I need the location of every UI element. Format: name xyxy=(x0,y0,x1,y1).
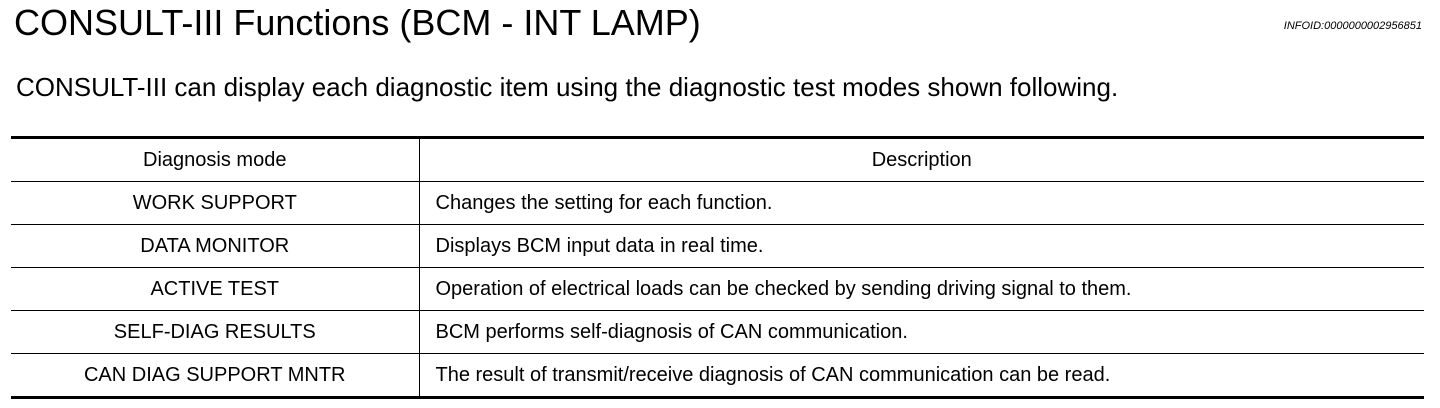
table-row xyxy=(11,354,1424,398)
table-row xyxy=(11,311,1424,354)
description-cell: Changes the setting for each function. xyxy=(419,182,1424,225)
diagnosis-mode-table xyxy=(11,136,1424,399)
intro-text: CONSULT-III can display each diagnostic item using the diagnostic test modes shown following. xyxy=(16,72,1119,102)
table-row xyxy=(11,182,1424,225)
diagnosis-mode-cell: SELF-DIAG RESULTS xyxy=(11,311,419,354)
page-title: CONSULT-III Functions (BCM - INT LAMP) xyxy=(14,2,701,43)
diagnosis-mode-cell: CAN DIAG SUPPORT MNTR xyxy=(11,354,419,398)
diagnosis-mode-cell: WORK SUPPORT xyxy=(11,182,419,225)
table-header-row xyxy=(11,138,1424,182)
description-cell: The result of transmit/receive diagnosis of CAN communication can be read. xyxy=(419,354,1424,398)
description-cell: Displays BCM input data in real time. xyxy=(419,225,1424,268)
diagnosis-mode-cell: ACTIVE TEST xyxy=(11,268,419,311)
table-row xyxy=(11,225,1424,268)
description-cell: Operation of electrical loads can be checked by sending driving signal to them. xyxy=(419,268,1424,311)
diagnosis-mode-cell: DATA MONITOR xyxy=(11,225,419,268)
column-header-description: Description xyxy=(419,138,1424,182)
column-header-diagnosis-mode: Diagnosis mode xyxy=(11,138,419,182)
table-row xyxy=(11,268,1424,311)
description-cell: BCM performs self-diagnosis of CAN communication. xyxy=(419,311,1424,354)
info-id: INFOID:0000000002956851 xyxy=(1283,20,1422,32)
